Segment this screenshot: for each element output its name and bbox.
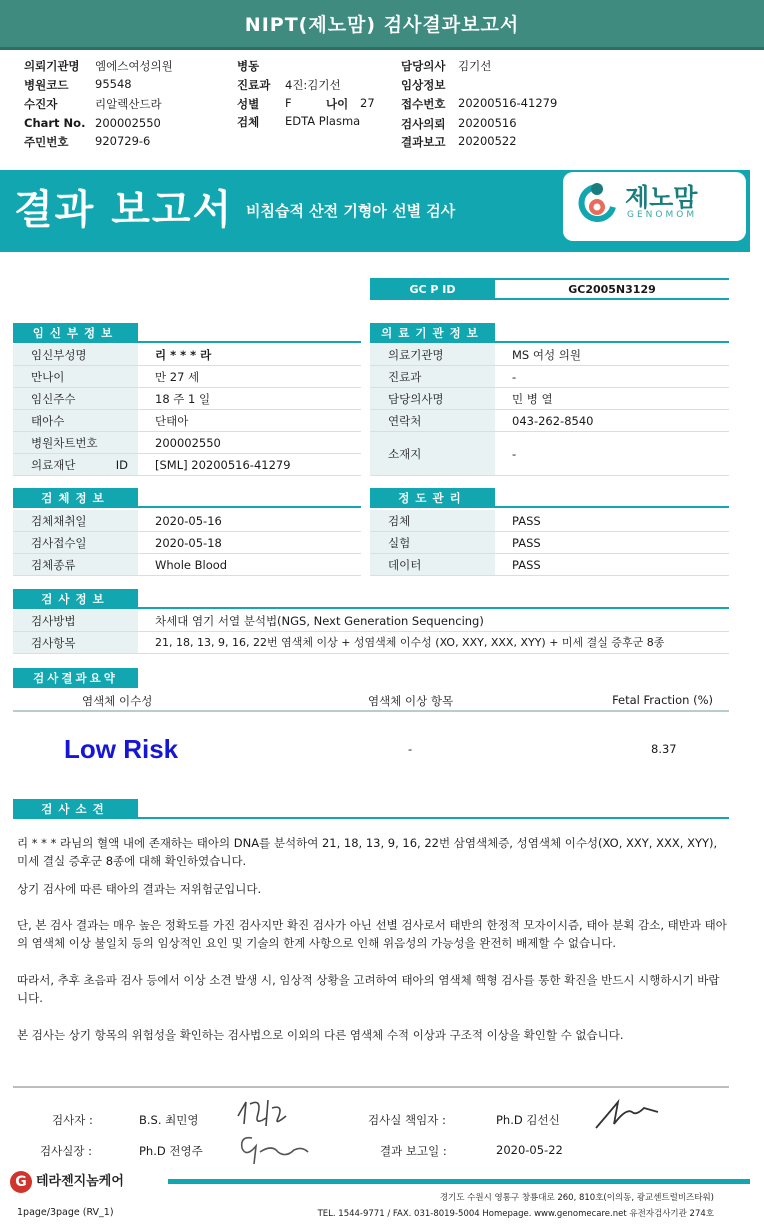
section-title: 의료기관정보 xyxy=(370,323,495,343)
header-value: 엠에스여성의원 xyxy=(95,59,173,73)
table-row xyxy=(370,432,729,476)
section-title: 검사결과요약 xyxy=(13,668,138,688)
header-label: 수진자 xyxy=(24,97,58,111)
row-label: 실험 xyxy=(370,532,495,553)
divider xyxy=(13,1086,729,1088)
header-value: 20200522 xyxy=(458,134,517,148)
table-row xyxy=(13,388,361,410)
table-row xyxy=(370,366,729,388)
header-value: 27 xyxy=(360,96,375,110)
table-row xyxy=(13,632,729,654)
findings-header xyxy=(13,799,729,819)
row-value: [SML] 20200516-41279 xyxy=(155,458,291,472)
abnormal-value: - xyxy=(408,742,413,756)
gc-pid-value: GC2005N3129 xyxy=(568,283,656,296)
row-value: 단태아 xyxy=(155,414,189,428)
section-title: 검사소견 xyxy=(13,799,138,819)
table-row xyxy=(370,388,729,410)
header-value: 4진:김기선 xyxy=(285,78,341,92)
gc-pid-label: GC P ID xyxy=(370,280,495,298)
summary-col-aneuploidy: 염색체 이수성 xyxy=(82,694,153,708)
row-value: Whole Blood xyxy=(155,558,228,572)
tester-name: B.S. 최민영 xyxy=(139,1113,199,1127)
row-label: 의료기관명 xyxy=(370,344,495,365)
row-label: 의료재단 ID xyxy=(13,454,138,475)
row-label: 태아수 xyxy=(13,410,138,431)
header-value: 김기선 xyxy=(458,59,492,73)
footer-address: 경기도 수원시 영통구 창룡대로 260, 810호(이의동, 광교센트럴비즈타워) xyxy=(439,1193,714,1203)
lab-head-name: Ph.D 김선신 xyxy=(496,1113,560,1127)
report-date-label: 결과 보고일 : xyxy=(380,1144,447,1158)
risk-result: Low Risk xyxy=(64,734,179,764)
row-label: 담당의사명 xyxy=(370,388,495,409)
table-row xyxy=(13,344,361,366)
header-label: 결과보고 xyxy=(401,135,446,149)
row-label: 임신주수 xyxy=(13,388,138,409)
row-label: 검사방법 xyxy=(13,610,138,631)
row-label: 만나이 xyxy=(13,366,138,387)
footer-bar xyxy=(168,1179,750,1184)
logo-name: 제노맘 xyxy=(625,183,698,212)
row-value: 18 주 1 일 xyxy=(155,392,211,406)
row-label: 임신부성명 xyxy=(13,344,138,365)
footer-contact: TEL. 1544-9771 / FAX. 031-8019-5004 Homepage. www.genomecare.net 유전자검사기관 274호 xyxy=(317,1209,714,1219)
header-value: 20200516-41279 xyxy=(458,96,558,110)
row-value: 만 27 세 xyxy=(155,370,200,384)
header-label: 검체 xyxy=(237,115,260,129)
row-value: 200002550 xyxy=(155,436,221,450)
header-label: 병동 xyxy=(237,59,260,73)
table-row xyxy=(370,554,729,576)
finding-paragraph: 리 * * * 라님의 혈액 내에 존재하는 태아의 DNA를 분석하여 21, 18, 13, 9, 16, 22번 삼염색체증, 성염색체 이수성(XO, XXY, XXX, XYY), 미세 결실 증후군 8종에 대해 확인하였습니다. xyxy=(17,836,718,868)
pregnant-info-header xyxy=(13,323,361,343)
header-value: 200002550 xyxy=(95,116,161,130)
header-label: 접수번호 xyxy=(401,97,446,111)
table-row xyxy=(13,510,361,532)
row-label: 진료과 xyxy=(370,366,495,387)
summary-columns xyxy=(13,690,729,712)
row-value: 2020-05-16 xyxy=(155,514,222,528)
header-value: 95548 xyxy=(95,77,132,91)
result-banner xyxy=(0,170,750,252)
header-value: 920729-6 xyxy=(95,134,151,148)
header-label: 검사의뢰 xyxy=(401,117,446,131)
summary-header xyxy=(13,668,729,688)
finding-paragraph: 상기 검사에 따른 태아의 결과는 저위험군입니다. xyxy=(17,882,262,896)
table-row xyxy=(13,454,361,476)
row-label: 검사접수일 xyxy=(13,532,138,553)
header-label: 주민번호 xyxy=(24,135,69,149)
terragen-logo xyxy=(10,1170,124,1193)
row-label: 검체채취일 xyxy=(13,510,138,531)
row-value: - xyxy=(512,447,517,461)
header-value: 리알렉산드라 xyxy=(95,97,162,111)
row-value: 21, 18, 13, 9, 16, 22번 염색체 이상 + 성염색체 이수성 (XO, XXY, XXX, XYY) + 미세 결실 증후군 8종 xyxy=(155,636,665,649)
specimen-info-header xyxy=(13,488,361,508)
row-label: 소재지 xyxy=(370,432,495,475)
row-label: 검체 xyxy=(370,510,495,531)
lab-head-label: 검사실 책임자 : xyxy=(368,1113,446,1127)
header-label: 임상정보 xyxy=(401,78,446,92)
table-row xyxy=(13,610,729,632)
row-value: PASS xyxy=(512,514,541,528)
row-value: - xyxy=(512,370,517,384)
row-value: PASS xyxy=(512,558,541,572)
table-row xyxy=(13,554,361,576)
gc-pid-box xyxy=(370,278,729,300)
summary-col-fetal-fraction: Fetal Fraction (%) xyxy=(612,693,713,707)
finding-paragraph: 따라서, 추후 초음파 검사 등에서 이상 소견 발생 시, 임상적 상황을 고려하여 태아의 염색체 핵형 검사를 통한 확진을 반드시 시행하시기 바랍니다. xyxy=(17,973,720,1005)
row-value: 리 * * * 라 xyxy=(155,348,212,362)
row-value: 민 병 열 xyxy=(512,392,553,406)
row-label: 연락처 xyxy=(370,410,495,431)
report-title: NIPT(제노맘) 검사결과보고서 xyxy=(0,0,764,50)
tester-label: 검사자 : xyxy=(52,1113,93,1127)
table-row xyxy=(13,410,361,432)
row-label: 검사항목 xyxy=(13,632,138,653)
banner-title: 결과 보고서 xyxy=(14,187,234,233)
section-title: 임신부정보 xyxy=(13,323,138,343)
terragen-logo-icon: G xyxy=(10,1171,32,1193)
header-value: 20200516 xyxy=(458,116,517,130)
lab-head-signature-icon xyxy=(592,1094,662,1134)
summary-col-abnormal: 염색체 이상 항목 xyxy=(368,694,454,708)
header-label: 병원코드 xyxy=(24,78,69,92)
banner-subtitle: 비침습적 산전 기형아 선별 검사 xyxy=(246,202,456,220)
header-label: 담당의사 xyxy=(401,59,446,73)
row-value: MS 여성 의원 xyxy=(512,348,581,362)
genomom-logo-icon xyxy=(577,181,617,225)
section-title: 정도관리 xyxy=(370,488,495,508)
patient-header xyxy=(0,52,764,152)
row-value: PASS xyxy=(512,536,541,550)
table-row xyxy=(370,410,729,432)
finding-paragraph: 단, 본 검사 결과는 매우 높은 정확도를 가진 검사지만 확진 검사가 아닌 선별 검사로서 태반의 한정적 모자이시즘, 태아 분획 감소, 태반과 태아의 염색체 이상 불일치 등의 임상적인 요인 및 기술의 한계 사항으로 인해 위음성의 가능성을 완전히 배제할 수 없습니다. xyxy=(17,918,727,950)
table-row xyxy=(370,344,729,366)
hospital-info-header xyxy=(370,323,729,343)
header-value: F xyxy=(285,96,292,110)
table-row xyxy=(13,432,361,454)
lab-chief-signature-icon xyxy=(232,1128,312,1168)
header-label: 진료과 xyxy=(237,78,271,92)
report-date-value: 2020-05-22 xyxy=(496,1143,563,1157)
genomom-logo xyxy=(563,172,746,241)
fetal-fraction-value: 8.37 xyxy=(651,742,677,756)
test-info-header xyxy=(13,589,729,609)
section-title: 검사정보 xyxy=(13,589,138,609)
table-row xyxy=(370,532,729,554)
row-label: 병원차트번호 xyxy=(13,432,138,453)
lab-chief-label: 검사실장 : xyxy=(40,1144,92,1158)
row-value: 차세대 염기 서열 분석법(NGS, Next Generation Sequencing) xyxy=(155,614,484,628)
header-label: 나이 xyxy=(326,97,349,111)
table-row xyxy=(13,366,361,388)
lab-chief-name: Ph.D 전영주 xyxy=(139,1144,203,1158)
header-label: 의뢰기관명 xyxy=(24,59,80,73)
header-label: 성별 xyxy=(237,97,260,111)
section-title: 검체정보 xyxy=(13,488,138,508)
row-label: 검체종류 xyxy=(13,554,138,575)
row-value: 043-262-8540 xyxy=(512,414,594,428)
header-value: EDTA Plasma xyxy=(285,114,361,128)
quality-header xyxy=(370,488,729,508)
header-label: Chart No. xyxy=(24,116,86,130)
row-value: 2020-05-18 xyxy=(155,536,222,550)
page-number: 1page/3page (RV_1) xyxy=(17,1207,114,1218)
logo-subtitle: GENOMOM xyxy=(627,210,698,220)
row-label: 데이터 xyxy=(370,554,495,575)
finding-paragraph: 본 검사는 상기 항목의 위험성을 확인하는 검사법으로 이외의 다른 염색체 수적 이상과 구조적 이상을 확인할 수 없습니다. xyxy=(17,1028,624,1042)
company-name: 테라젠지놈케어 xyxy=(36,1174,124,1189)
table-row xyxy=(370,510,729,532)
table-row xyxy=(13,532,361,554)
